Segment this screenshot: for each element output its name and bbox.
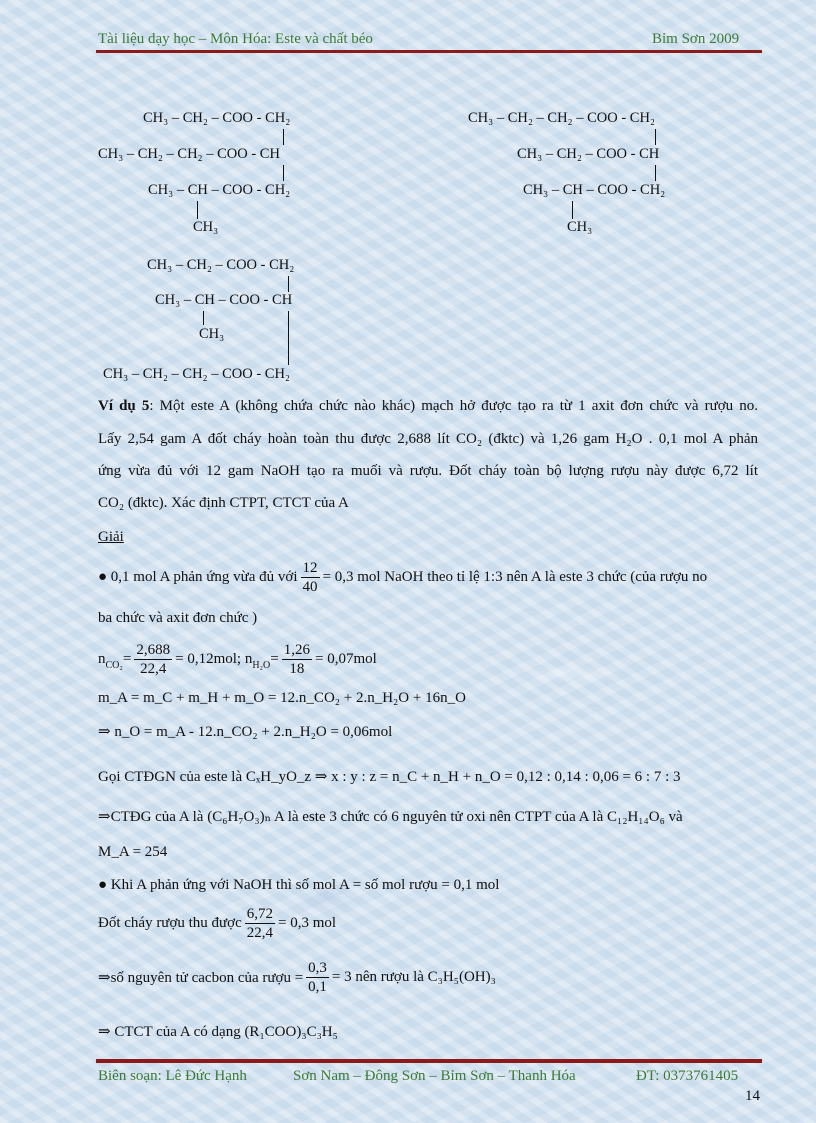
structure-3-bond bbox=[288, 311, 289, 365]
example-line-3: ứng vừa đủ với 12 gam NaOH tạo ra muối và rượu. Đốt cháy toàn bộ lượng rượu này được 6,72 lít bbox=[98, 463, 758, 479]
structure-2-bond bbox=[655, 129, 656, 145]
footer-phone: ĐT: 0373761405 bbox=[636, 1068, 739, 1084]
mass-equation: m_A = m_C + m_H + m_O = 12.n_CO₂ + 2.n_H₂O + 16n_O bbox=[98, 690, 466, 706]
structure-3-row-4: CH₃ – CH₂ – CH₂ – COO - CH₂ bbox=[103, 366, 290, 382]
header-rule bbox=[96, 50, 762, 53]
structure-1-bond bbox=[197, 201, 198, 219]
structure-3-row-2: CH₃ – CH – COO - CH bbox=[155, 292, 293, 308]
footer-address: Sơn Nam – Đông Sơn – Bỉm Sơn – Thanh Hóa bbox=[293, 1068, 576, 1084]
alcohol-burn-line: Đốt cháy rượu thu được $\frac{6,72}{22,4}$ = 0,3 mol bbox=[98, 906, 337, 941]
structure-3-row-1: CH₃ – CH₂ – COO - CH₂ bbox=[147, 257, 295, 273]
oxygen-mole-equation: ⇒ n_O = m_A - 12.n_CO₂ + 2.n_H₂O = 0,06mol bbox=[98, 724, 393, 740]
structure-2-row-1: CH₃ – CH₂ – CH₂ – COO - CH₂ bbox=[468, 110, 655, 126]
empirical-formula-line: Gọi CTĐGN của este là CₓH_yO_z ⇒ x : y : z = n_C + n_H + n_O = 0,12 : 0,14 : 0,06 = 6 : 7 : 3 bbox=[98, 769, 681, 785]
fraction-co2: $\frac{2,688}{22,4}$ bbox=[136, 642, 171, 677]
structure-1-row-2: CH₃ – CH₂ – CH₂ – COO - CH bbox=[98, 146, 280, 162]
example-line-1: Ví dụ 5: Một este A (không chứa chức nào khác) mạch hở được tạo ra từ 1 axit đơn chức và rượu no. bbox=[98, 398, 758, 414]
carbon-count-line: ⇒số nguyên tử cacbon của rượu = $\frac{0,3}{0,1}$ = 3 nên rượu là C₃H₅(OH)₃ bbox=[98, 960, 496, 995]
footer-author: Biên soạn: Lê Đức Hạnh bbox=[98, 1068, 247, 1084]
fraction-h2o: $\frac{1,26}{18}$ bbox=[283, 642, 310, 677]
structure-3-bond bbox=[203, 311, 204, 325]
fraction-burn: $\frac{6,72}{22,4}$ bbox=[246, 906, 274, 941]
fraction-carbon: $\frac{0,3}{0,1}$ bbox=[308, 960, 327, 995]
structure-2-row-2: CH₃ – CH₂ – COO - CH bbox=[517, 146, 660, 162]
solution-bullet-1-cont: ba chức và axit đơn chức ) bbox=[98, 610, 258, 626]
structure-2-bond bbox=[572, 201, 573, 219]
final-structure-line: ⇒ CTCT của A có dạng (R₁COO)₃C₃H₅ bbox=[98, 1024, 338, 1040]
structure-3-row-3: CH₃ bbox=[199, 326, 225, 342]
structure-2-bond bbox=[655, 165, 656, 181]
structure-1-bond bbox=[283, 129, 284, 145]
example-line-2: Lấy 2,54 gam A đốt cháy hoàn toàn thu được 2,688 lít CO₂ (đktc) và 1,26 gam H₂O . 0,1 mol A phản bbox=[98, 431, 758, 447]
structure-1-row-1: CH₃ – CH₂ – COO - CH₂ bbox=[143, 110, 291, 126]
example-label: Ví dụ 5 bbox=[98, 398, 150, 414]
solution-bullet-2: ● Khi A phản ứng với NaOH thì số mol A = số mol rượu = 0,1 mol bbox=[98, 877, 500, 893]
header-location-year: Bỉm Sơn 2009 bbox=[652, 31, 740, 47]
structure-1-row-4: CH₃ bbox=[193, 219, 219, 235]
solution-bullet-1: ● 0,1 mol A phản ứng vừa đủ với $\frac{12}{40}$ = 0,3 mol NaOH theo tỉ lệ 1:3 nên A là este 3 chức (của rượu no bbox=[98, 560, 708, 595]
ctdg-line: ⇒CTĐG của A là (C₆H₇O₃)ₙ A là este 3 chức có 6 nguyên tử oxi nên CTPT của A là C₁₂H₁₄O₆ và bbox=[98, 809, 683, 825]
molar-mass-line: M_A = 254 bbox=[98, 844, 168, 860]
footer-rule bbox=[96, 1059, 762, 1063]
structure-1-row-3: CH₃ – CH – COO - CH₂ bbox=[148, 182, 291, 198]
mole-calculation-line: n $_{CO_2}$ = $\frac{2,688}{22,4}$ = 0,12mol; n $_{H_2O}$ = $\frac{1,26}{18}$ = 0,07mol bbox=[98, 642, 377, 677]
structure-1-bond bbox=[283, 165, 284, 181]
header-title: Tài liệu dạy học – Môn Hóa: Este và chất béo bbox=[98, 31, 373, 47]
structure-2-row-3: CH₃ – CH – COO - CH₂ bbox=[523, 182, 666, 198]
solution-heading: Giải bbox=[98, 529, 124, 545]
fraction-12-40: $\frac{12}{40}$ bbox=[302, 560, 318, 595]
example-line-4: CO₂ (đktc). Xác định CTPT, CTCT của A bbox=[98, 495, 349, 511]
page-number: 14 bbox=[745, 1088, 760, 1104]
structure-2-row-4: CH₃ bbox=[567, 219, 593, 235]
structure-3-bond bbox=[288, 276, 289, 292]
